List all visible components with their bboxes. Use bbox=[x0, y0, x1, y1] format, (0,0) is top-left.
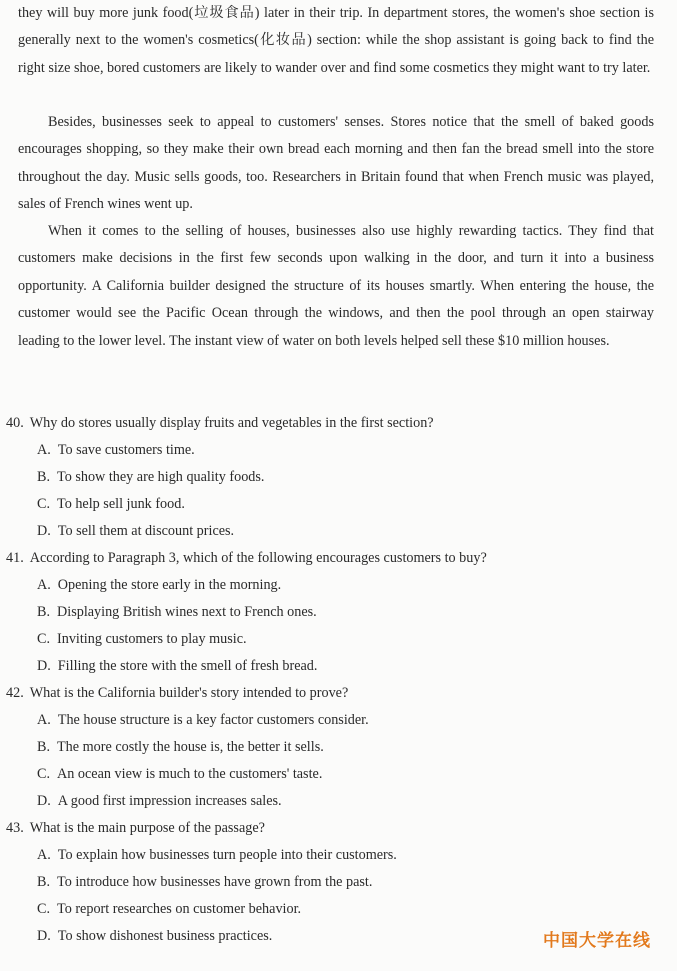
option-a bbox=[6, 707, 656, 734]
option-a bbox=[6, 437, 656, 464]
option-c bbox=[6, 761, 656, 788]
option-text: A good first impression increases sales. bbox=[57, 793, 282, 809]
option-text: To show they are high quality foods. bbox=[57, 469, 265, 485]
question-text: What is the main purpose of the passage? bbox=[29, 820, 265, 836]
option-text: To show dishonest business practices. bbox=[57, 928, 273, 944]
option-a bbox=[6, 572, 656, 599]
option-text: To report researches on customer behavior. bbox=[57, 901, 302, 917]
option-text: An ocean view is much to the customers' taste. bbox=[57, 766, 323, 782]
option-letter: D. bbox=[37, 658, 51, 674]
option-d bbox=[6, 518, 656, 545]
option-letter: A. bbox=[37, 442, 51, 458]
option-c bbox=[6, 491, 656, 518]
option-b bbox=[6, 599, 656, 626]
question-text: What is the California builder's story intended to prove? bbox=[29, 685, 349, 701]
option-text: Filling the store with the smell of fresh bread. bbox=[57, 658, 318, 674]
question-number: 40. bbox=[6, 415, 24, 431]
option-text: To sell them at discount prices. bbox=[57, 523, 235, 539]
question-42 bbox=[6, 680, 656, 815]
option-letter: C. bbox=[37, 766, 51, 782]
option-letter: B. bbox=[37, 739, 51, 755]
passage-paragraph-3: When it comes to the selling of houses, businesses also use highly rewarding tactics. They find that customers make decisions in the first few seconds upon walking in the door, and turn it into a business opportunity. A California builder designed the structure of its houses smartly. When entering the house, the customer would see the Pacific Ocean through the windows, and then the pool through an open stairway leading to the lower level. The instant view of water on both levels helped sell these $10 million houses. bbox=[18, 223, 654, 349]
question-40 bbox=[6, 410, 656, 545]
option-letter: C. bbox=[37, 631, 51, 647]
option-text: The more costly the house is, the better it sells. bbox=[57, 739, 324, 755]
option-c bbox=[6, 626, 656, 653]
option-text: The house structure is a key factor customers consider. bbox=[57, 712, 369, 728]
option-letter: D. bbox=[37, 793, 51, 809]
passage-paragraph-2: Besides, businesses seek to appeal to customers' senses. Stores notice that the smell of baked goods encourages shopping, so they make their own bread each morning and then fan the bread smell into the store throughout the day. Music sells goods, too. Researchers in Britain found that when French music was played, sales of French wines went up. bbox=[18, 114, 654, 213]
option-text: To explain how businesses turn people into their customers. bbox=[57, 847, 397, 863]
question-number: 42. bbox=[6, 685, 24, 701]
option-text: Opening the store early in the morning. bbox=[57, 577, 282, 593]
option-letter: B. bbox=[37, 874, 51, 890]
question-number: 41. bbox=[6, 550, 24, 566]
option-d bbox=[6, 788, 656, 815]
option-text: Inviting customers to play music. bbox=[57, 631, 247, 647]
question-text: According to Paragraph 3, which of the following encourages customers to buy? bbox=[29, 550, 487, 566]
option-letter: A. bbox=[37, 712, 51, 728]
option-d bbox=[6, 653, 656, 680]
option-letter: D. bbox=[37, 928, 51, 944]
option-b bbox=[6, 464, 656, 491]
question-text: Why do stores usually display fruits and vegetables in the first section? bbox=[29, 415, 434, 431]
question-number: 43. bbox=[6, 820, 24, 836]
site-watermark: 中国大学在线 bbox=[543, 931, 651, 951]
question-stem bbox=[6, 545, 656, 572]
option-letter: B. bbox=[37, 604, 51, 620]
question-41 bbox=[6, 545, 656, 680]
option-c bbox=[6, 896, 656, 923]
option-text: To introduce how businesses have grown from the past. bbox=[57, 874, 373, 890]
option-letter: C. bbox=[37, 901, 51, 917]
option-letter: B. bbox=[37, 469, 51, 485]
option-b bbox=[6, 869, 656, 896]
option-letter: C. bbox=[37, 496, 51, 512]
question-stem bbox=[6, 815, 656, 842]
question-stem bbox=[6, 680, 656, 707]
option-letter: A. bbox=[37, 577, 51, 593]
passage-paragraph-1: they will buy more junk food(垃圾食品) later in their trip. In department stores, the women's shoe section is generally next to the women's cosmetics(化妆品) section: while the shop assistant is going back to find the right size shoe, bored customers are likely to wander over and find some cosmetics they might want to try later. bbox=[18, 5, 654, 76]
question-list bbox=[6, 410, 656, 950]
option-letter: A. bbox=[37, 847, 51, 863]
option-b bbox=[6, 734, 656, 761]
question-stem bbox=[6, 410, 656, 437]
option-a bbox=[6, 842, 656, 869]
option-text: Displaying British wines next to French ones. bbox=[57, 604, 317, 620]
option-text: To help sell junk food. bbox=[57, 496, 185, 512]
option-text: To save customers time. bbox=[57, 442, 195, 458]
option-letter: D. bbox=[37, 523, 51, 539]
